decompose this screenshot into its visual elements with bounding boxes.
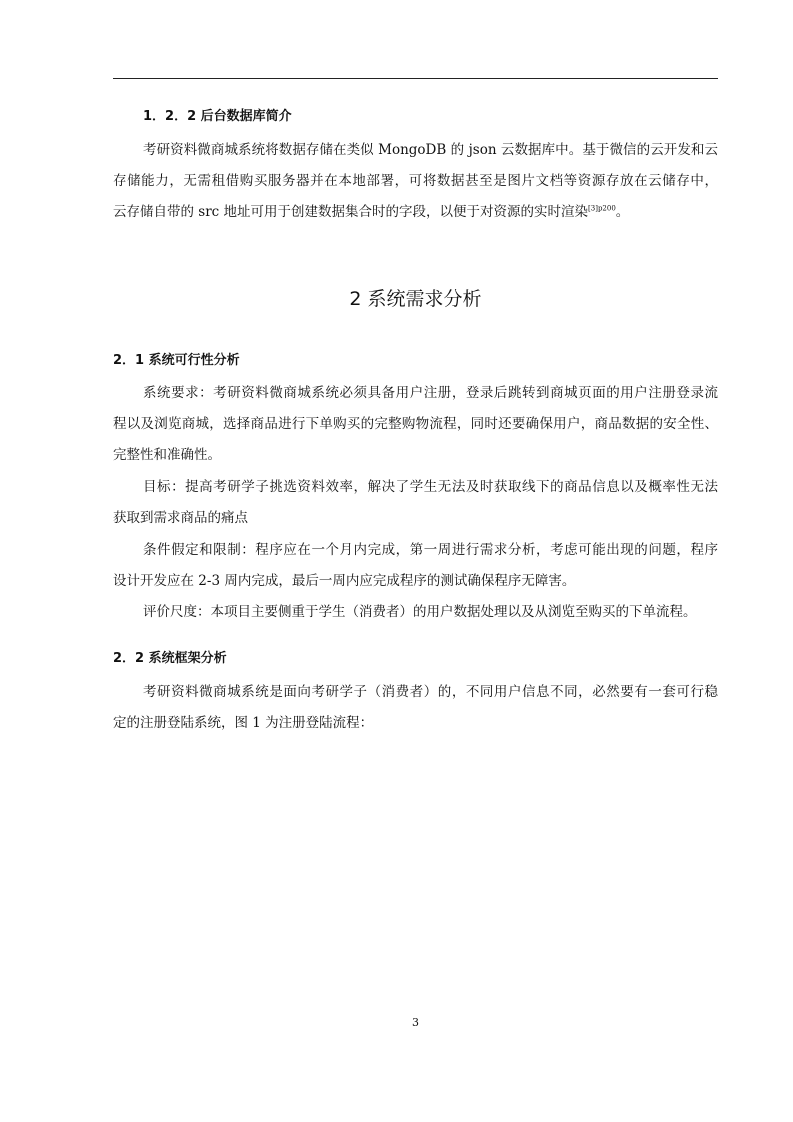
paragraph-line-with-citation [113,203,718,221]
paragraph-line: 评价尺度：本项目主要侧重于学生（消费者）的用户数据处理以及从浏览至购买的下单流程。 [143,604,697,620]
section-heading-2-2: 2．2 系统框架分析 [113,651,227,666]
paragraph-line: 程以及浏览商城，选择商品进行下单购买的完整购物流程，同时还要确保用户，商品数据的安全性、 [113,416,718,432]
paragraph-line: 定的注册登陆系统，图 1 为注册登陆流程： [113,715,374,731]
paragraph-line: 设计开发应在 2-3 周内完成，最后一周内应完成程序的测试确保程序无障害。 [113,573,576,589]
paragraph-line: 存储能力，无需租借购买服务器并在本地部署，可将数据甚至是图片文档等资源存放在云储存中， [113,173,718,189]
header-rule [113,78,718,79]
paragraph-end-punctuation: 。 [615,204,630,220]
page-number: 3 [412,1016,419,1029]
paragraph-line: 条件假定和限制：程序应在一个月内完成，第一周进行需求分析，考虑可能出现的问题，程序 [143,542,718,558]
paragraph-line: 系统要求：考研资料微商城系统必须具备用户注册，登录后跳转到商城页面的用户注册登录流 [143,385,718,401]
citation-superscript: [3]p200 [588,204,616,213]
paragraph-line: 目标：提高考研学子挑选资料效率，解决了学生无法及时获取线下的商品信息以及概率性无法 [143,479,718,495]
paragraph-line: 考研资料微商城系统是面向考研学子（消费者）的，不同用户信息不同，必然要有一套可行稳 [143,684,718,700]
paragraph-line: 考研资料微商城系统将数据存储在类似 MongoDB 的 json 云数据库中。基于微信的云开发和云 [143,142,718,158]
paragraph-line: 获取到需求商品的痛点 [113,510,248,526]
paragraph-text: 云存储自带的 src 地址可用于创建数据集合时的字段，以便于对资源的实时渲染 [113,204,589,220]
paragraph-line: 完整性和准确性。 [113,447,221,463]
section-heading-2-1: 2．1 系统可行性分析 [113,353,240,368]
chapter-title: 2 系统需求分析 [349,288,482,310]
section-heading-1-2-2: 1．2．2 后台数据库简介 [143,109,292,124]
